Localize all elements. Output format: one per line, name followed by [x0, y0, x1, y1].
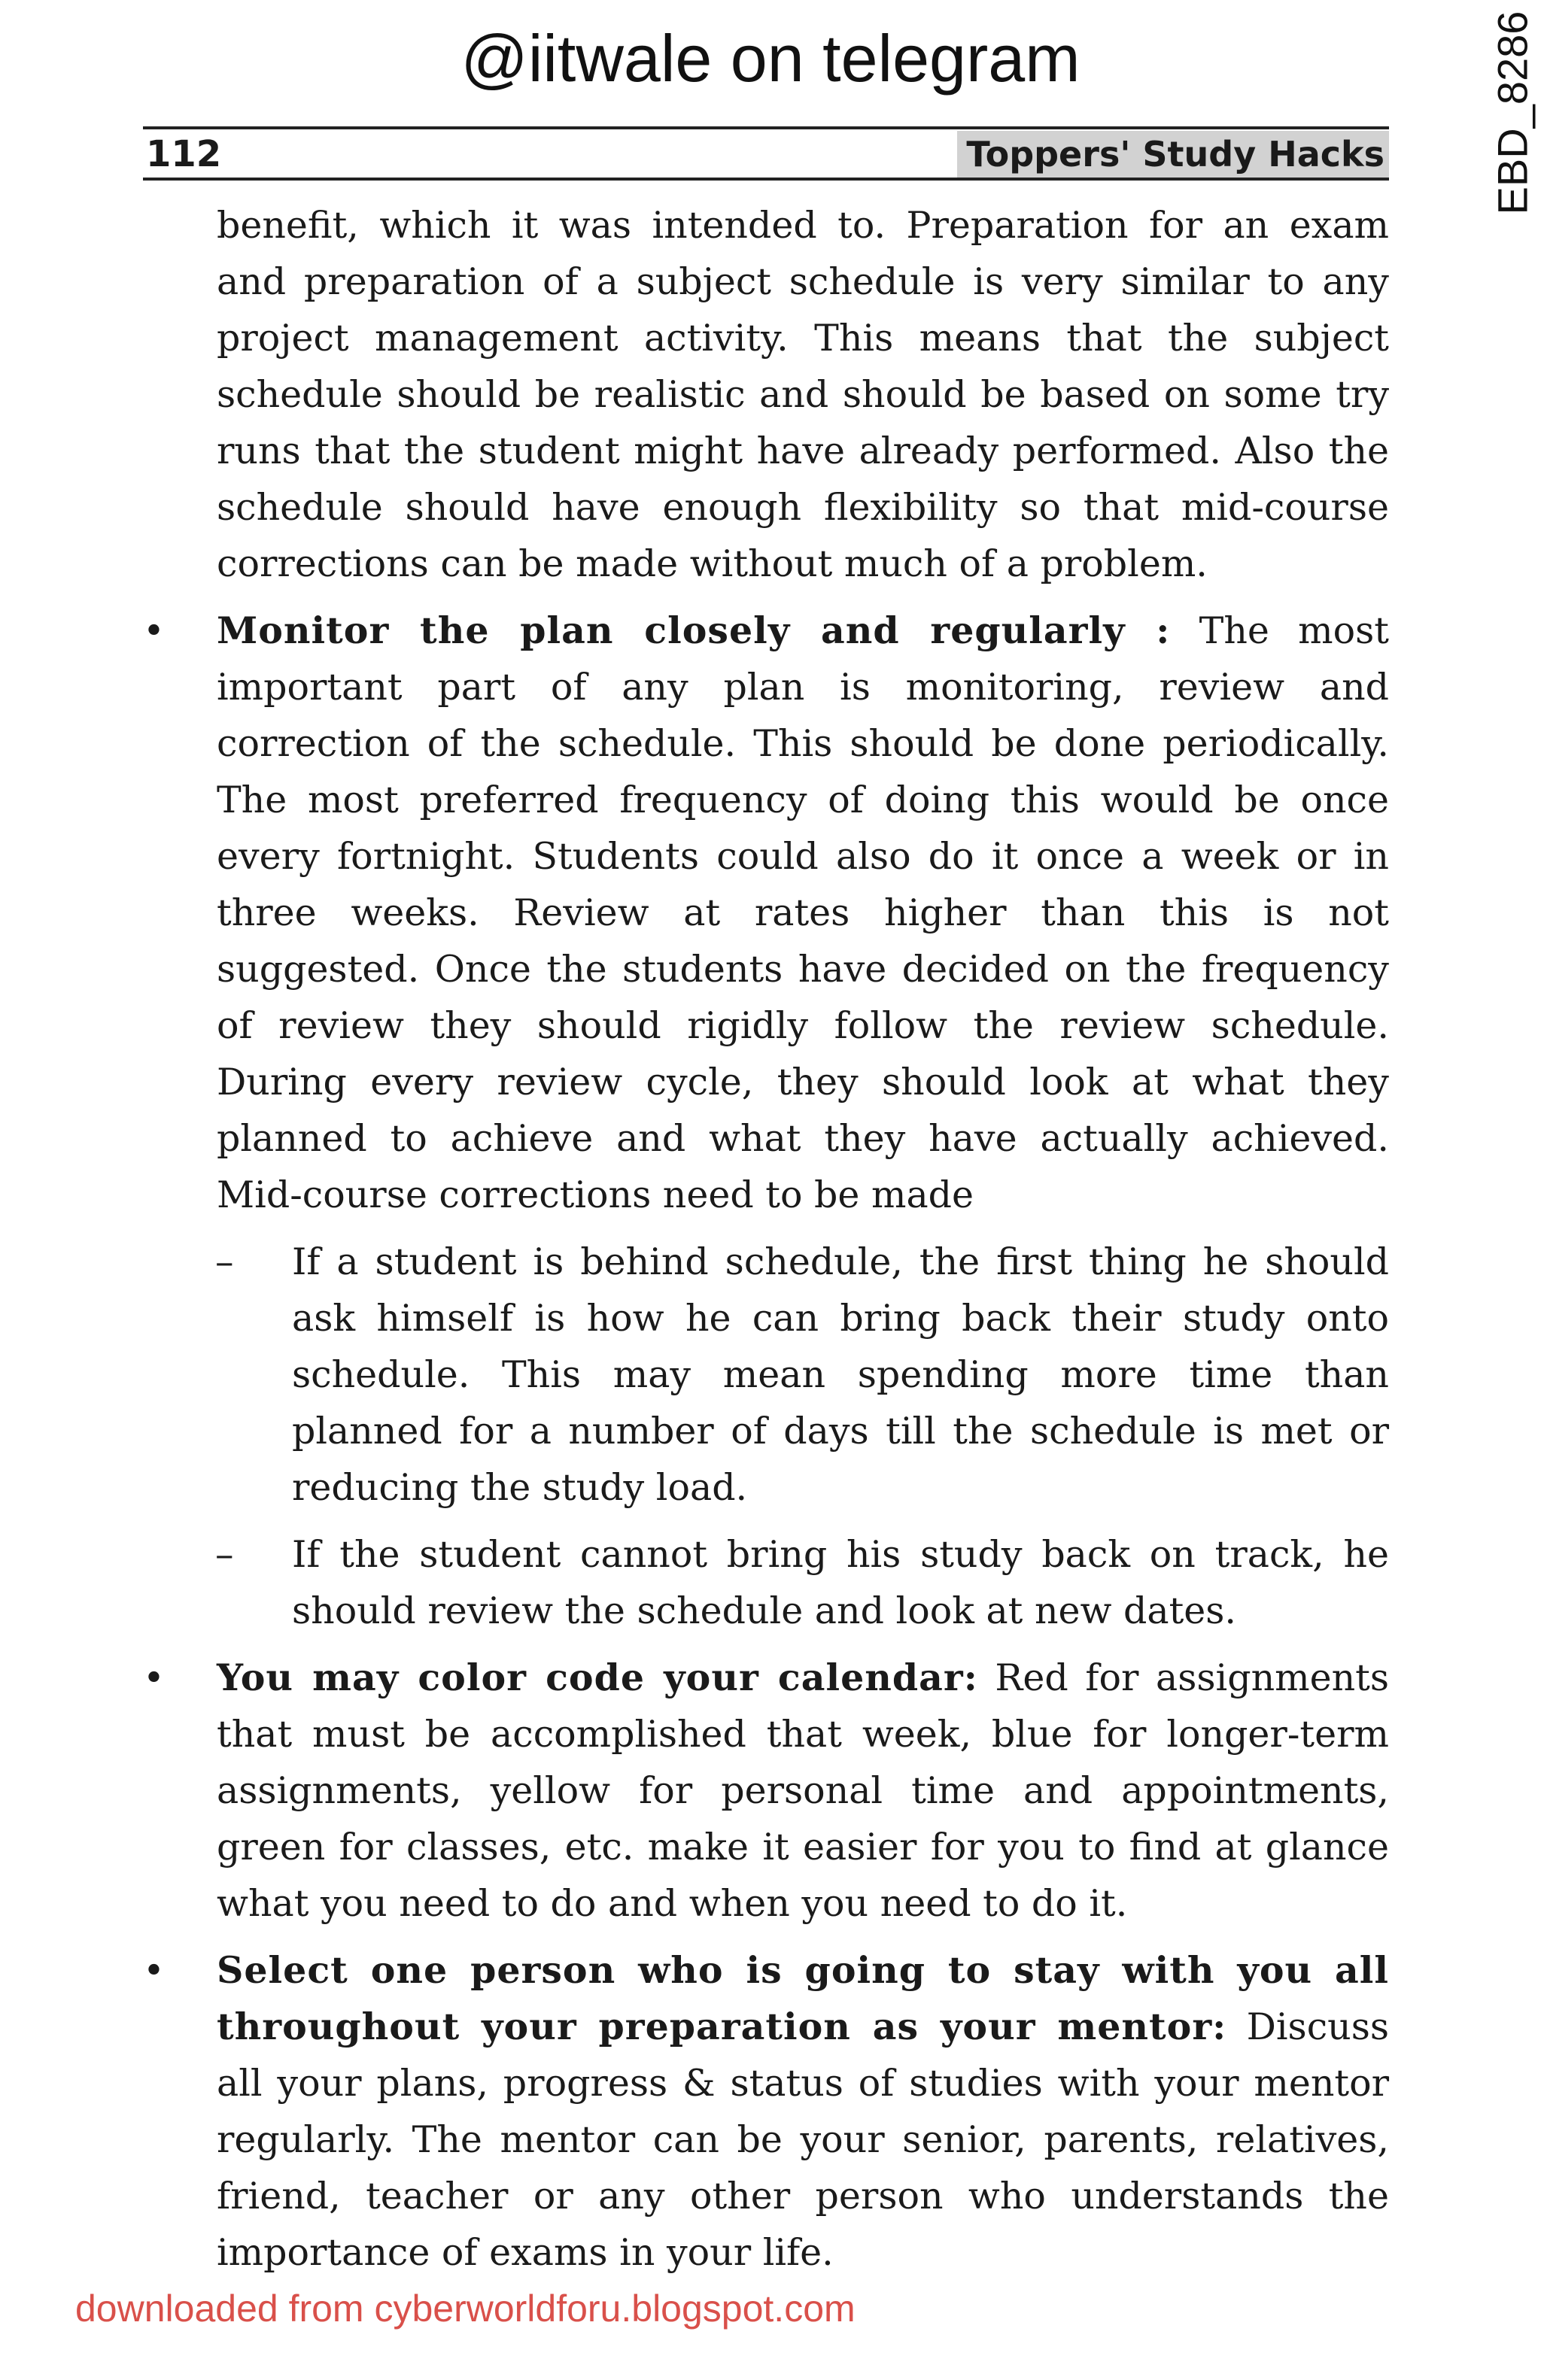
intro-paragraph: benefit, which it was intended to. Preparation for an exam and preparation of a subject schedule is very similar to any project management activity. This means that the subject schedule should be realistic and should be based on some try runs that the student might have already performed. Also the schedule should have enough flexibility so that mid-course corrections can be made without much of a problem.: [217, 204, 1389, 585]
side-code: [1479, 0, 1541, 226]
sub-item-behind-schedule: [143, 1234, 1389, 1516]
download-watermark: downloaded from cyberworldforu.blogspot.com: [75, 2287, 856, 2330]
bullet-lead: You may color code your calendar:: [217, 1656, 978, 1699]
page-number: 112: [146, 133, 222, 175]
bullet-text: Discuss all your plans, progress & status of studies with your mentor regularly. The mentor can be your senior, parents, relatives, friend, teacher or any other person who understands the importance of exams in your life.: [217, 2005, 1389, 2274]
bullet-text: Red for assignments that must be accomplished that week, blue for longer-term assignments, yellow for personal time and appointments, green for classes, etc. make it easier for you to find at glance what you need to do and when you need to do it.: [217, 1656, 1389, 1925]
running-title: Toppers' Study Hacks: [957, 131, 1389, 178]
bullet-item-mentor: [143, 1942, 1389, 2281]
sub-item-text: If the student cannot bring his study back on track, he should review the schedule and look at new dates.: [292, 1533, 1389, 1632]
bullet-marker: •: [143, 609, 165, 652]
telegram-watermark: @iitwale on telegram: [460, 21, 1081, 96]
bullet-lead: Monitor the plan closely and regularly :: [217, 609, 1171, 652]
bullet-marker: •: [143, 1949, 165, 1992]
page-content: [143, 197, 1389, 2281]
bullet-marker: •: [143, 1656, 165, 1699]
bullet-item-monitor-plan: [143, 603, 1389, 1223]
dash-marker: –: [215, 1533, 234, 1576]
bullet-lead: Select one person who is going to stay with you all throughout your preparation as your mentor:: [217, 1948, 1389, 2048]
page-header: [143, 126, 1389, 181]
bullet-item-color-code: [143, 1650, 1389, 1932]
sub-item-off-track: [143, 1526, 1389, 1639]
side-code-text: EBD_8286: [1488, 11, 1536, 215]
sub-item-text: If a student is behind schedule, the first thing he should ask himself is how he can bring back their study onto schedule. This may mean spending more time than planned for a number of days till the schedule is met or reducing the study load.: [292, 1240, 1389, 1509]
bullet-text: The most important part of any plan is monitoring, review and correction of the schedule. This should be done periodically. The most preferred frequency of doing this would be once every fortnight. Students could also do it once a week or in three weeks. Review at rates higher than this is not suggested. Once the students have decided on the frequency of review they should rigidly follow the review schedule. During every review cycle, they should look at what they planned to achieve and what they have actually achieved. Mid-course corrections need to be made: [217, 609, 1389, 1216]
dash-marker: –: [215, 1240, 234, 1283]
